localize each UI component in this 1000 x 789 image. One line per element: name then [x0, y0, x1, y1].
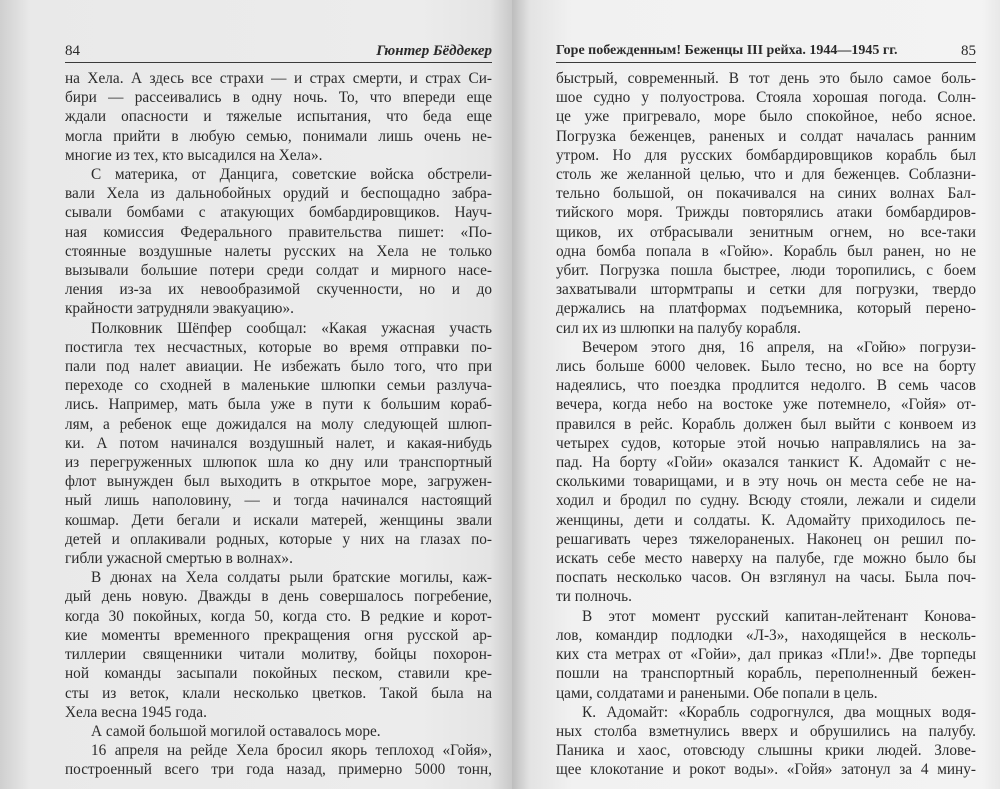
text-line: крайности затрудняли эвакуацию».	[65, 300, 294, 318]
page-body	[65, 69, 492, 780]
text-line: ждали опасности и тяжелые испытания, что беда еще	[65, 108, 492, 126]
text-line: четырех судов, которые этой ночью направлялись на за-	[556, 434, 976, 452]
text-line: лов, командир подлодки «Л-3», находящейся в несколь-	[556, 626, 976, 644]
text-line: столь же желанной целью, что и для беженцев. Соблазни-	[556, 166, 976, 184]
text-line: утром. Но для русских бомбардировщиков корабль был	[556, 146, 976, 164]
text-line: К. Адомайт: «Корабль содрогнулся, два мощных водя-	[582, 703, 976, 721]
text-line: тийского моря. Трижды повторялись атаки бомбардиров-	[556, 204, 976, 222]
page-body	[556, 69, 976, 780]
text-line: женщины, дети и солдаты. К. Адомайту приходилось пе-	[556, 511, 976, 529]
text-line: кие моменты временного прекращения огня русской ар-	[65, 626, 492, 644]
text-line: щее клокотание и рокот воды». «Гойя» затонул за 4 мину-	[556, 761, 976, 779]
paragraph	[65, 69, 492, 165]
text-line: лись. Например, мать была уже в пути к большим кораб-	[65, 396, 492, 414]
text-line: одна бомба попала в «Гойю». Корабль был ранен, но не	[556, 242, 976, 260]
text-line: бири — рассеивались в одну ночь. То, что впереди еще	[65, 89, 492, 107]
text-line: щиков, их отбрасывали зенитным огнем, но все-таки	[556, 223, 976, 241]
text-line: Полковник Шёпфер сообщал: «Какая ужасная участь	[91, 319, 492, 337]
text-line: лись больше 6000 человек. Было тесно, но все на борту	[556, 358, 976, 376]
text-line: вызывали большие потери среди солдат и мирного насе-	[65, 262, 492, 280]
text-line: ной команды засыпали покойных песком, ставили кре-	[65, 665, 492, 683]
text-line: лям, а ребенок еще дожидался на молу следующей шлюп-	[65, 415, 492, 433]
text-line: правился в рейс. Корабль должен был выйти с конвоем из	[556, 415, 976, 433]
paragraph	[65, 568, 492, 722]
text-line: шое судно у полуострова. Стояла хорошая погода. Солн-	[556, 89, 976, 107]
text-line: могла прийти в любую семью, понимали лишь очень не-	[65, 127, 492, 145]
text-line: пали под налет авиации. Не избежать было того, что при	[65, 358, 492, 376]
text-line: ходил и бродил по судну. Всюду стояли, лежали и сидели	[556, 492, 976, 510]
right-page	[512, 0, 1000, 789]
paragraph	[556, 338, 976, 607]
text-line: 16 апреля на рейде Хела бросил якорь теплоход «Гойя»,	[91, 742, 492, 760]
text-line: сты из веток, клали несколько цветков. Такой была на	[65, 684, 492, 702]
text-line: переходе со сходней в маленькие шлюпки семьи разлуча-	[65, 377, 492, 395]
text-line: Вечером этого дня, 16 апреля, на «Гойю» погрузи-	[582, 338, 976, 356]
text-line: ки. А потом начинался воздушный налет, и какая-нибудь	[65, 434, 492, 452]
text-line: Паника и хаос, отовсюду слышны крики людей. Злове-	[556, 742, 976, 760]
text-line: В этот момент русский капитан-лейтенант Конова-	[582, 607, 976, 625]
text-line: гибли ужасной смертью в волнах».	[65, 550, 293, 568]
text-line: ный лишь наполовину, — и тогда начинался настоящий	[65, 492, 492, 510]
text-line: пошли на транспортный корабль, переполненный бежен-	[556, 665, 976, 683]
text-line: ти полночь.	[556, 588, 632, 606]
text-line: тиллерии священники читали молитву, бойцы похорон-	[65, 646, 492, 664]
running-head-author: Гюнтер Бёддекер	[376, 43, 492, 59]
text-line: Погрузка беженцев, раненых и солдат началась ранним	[556, 127, 976, 145]
paragraph	[65, 319, 492, 569]
text-line: ных столба взметнулись вверх и обрушились на палубу.	[556, 722, 976, 740]
running-head-title: Горе побежденным! Беженцы III рейха. 1944—1945 гг.	[556, 43, 898, 58]
page-header	[65, 40, 492, 63]
text-line: цами, солдатами и ранеными. Обе попали в цель.	[556, 684, 878, 702]
text-line: флот вынужден был выходить в открытое море, загружен-	[65, 473, 492, 491]
text-line: поспать несколько часов. Он взглянул на часы. Была поч-	[556, 569, 976, 587]
text-line: захватывали штормтрапы и сетки для погрузки, твердо	[556, 281, 976, 299]
text-line: решагивать через тяжелораненых. Наконец он решил по-	[556, 530, 976, 548]
paragraph	[556, 703, 976, 780]
text-line: кошмар. Дети бегали и искали матерей, женщины звали	[65, 511, 492, 529]
text-line: Хела весна 1945 года.	[65, 703, 207, 721]
paragraph	[65, 741, 492, 779]
text-line: быстрый, современный. В тот день это было самое боль-	[556, 70, 976, 87]
text-line: когда 30 покойных, когда 50, когда сто. В редкие и корот-	[65, 607, 492, 625]
text-line: убит. Погрузка пошла быстрее, люди торопились, с боем	[556, 262, 976, 280]
page-number: 85	[961, 43, 976, 59]
text-line: сколькими товарищами, и в эту ночь он места себе не на-	[556, 473, 976, 491]
text-line: сывали бомбами с атакующих бомбардировщиков. Науч-	[65, 204, 492, 222]
text-line: на Хела. А здесь все страхи — и страх смерти, и страх Си-	[65, 70, 492, 87]
text-line: це уже пригревало, море было спокойное, небо ясное.	[556, 108, 976, 126]
text-line: С материка, от Данцига, советские войска обстрели-	[91, 166, 492, 184]
text-line: тельно большой, он покачивался на синих волнах Бал-	[556, 185, 976, 203]
text-line: держались на платформах подъемника, который перено-	[556, 300, 976, 318]
text-line: искать себе место наверху на палубе, где можно было бы	[556, 550, 976, 568]
text-line: постигла тех несчастных, которые во время отправки по-	[65, 338, 492, 356]
text-line: В дюнах на Хела солдаты рыли братские могилы, каж-	[91, 569, 492, 587]
text-line: ления из-за их невообразимой скученности, но и до	[65, 281, 492, 299]
paragraph	[556, 69, 976, 338]
text-line: вали Хела из дальнобойных орудий и беспощадно забра-	[65, 185, 492, 203]
text-line: надеялись, что поездка продлится недолго. В семь часов	[556, 377, 976, 395]
paragraph	[65, 722, 492, 741]
text-line: ная комиссия Федерального правительства пишет: «По-	[65, 223, 492, 241]
text-line: А самой большой могилой оставалось море.	[91, 722, 381, 740]
text-line: из перегруженных шлюпок шла ко дну или транспортный	[65, 454, 492, 472]
text-line: вечера, когда небо на востоке уже потемнело, «Гойя» от-	[556, 396, 976, 414]
text-line: стоянные воздушные налеты русских на Хела не только	[65, 242, 492, 260]
text-line: построенный всего три года назад, примерно 5000 тонн,	[65, 761, 492, 779]
paragraph	[556, 607, 976, 703]
page-number: 84	[65, 43, 80, 59]
text-line: сил их из шлюпки на палубу корабля.	[556, 319, 801, 337]
text-line: дый день новую. Дважды в день совершалось погребение,	[65, 588, 492, 606]
text-line: пад. На борту «Гойи» оказался танкист К. Адомайт с не-	[556, 454, 976, 472]
page-header	[556, 40, 976, 63]
paragraph	[65, 165, 492, 319]
text-line: ких ста метрах от «Гойи», дал приказ «Пли!». Две торпеды	[556, 646, 976, 664]
text-line: многие из тех, кто высадился на Хела».	[65, 146, 323, 164]
text-line: детей и оплакивали родных, которые у них на глазах по-	[65, 530, 492, 548]
